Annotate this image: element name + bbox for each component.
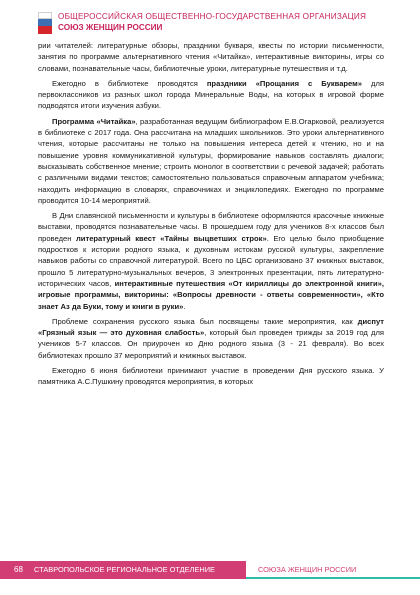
paragraph xyxy=(38,116,384,206)
paragraph xyxy=(38,40,384,74)
organization-name xyxy=(58,12,403,33)
article-body xyxy=(38,40,384,392)
russian-flag-icon xyxy=(38,12,52,34)
text-run: . xyxy=(183,301,186,311)
paragraph xyxy=(38,316,384,361)
bold-text: диспут «Грязный язык — это духовная слабость» xyxy=(38,316,384,338)
paragraph xyxy=(38,210,384,312)
org-name-line2: СОЮЗ ЖЕНЩИН РОССИИ xyxy=(58,23,163,32)
page-footer xyxy=(0,561,420,579)
text-run: , разработанная ведущим библиографом Е.В.Огарковой, реализуется в библиотеке с 2017 года. Она рассчитана на младших школьников. Это уроки альтернативного чтения, которые рассчитаны не только на повышения интереса детей к чтению, но и на повышение уровня коммуникативной культуры, формирование навыков составлять диалоги; высказывать собственное мнение; строить монолог в соответствии с речевой задачей; работать с различными видами текстов; самостоятельно пользоваться справочным аппаратом учебника; находить информацию в словарях, справочниках и энциклопедиях. Ежегодно по программе проводится 10-14 мероприятий. xyxy=(38,116,384,205)
paragraph xyxy=(38,365,384,388)
footer-region-label: СТАВРОПОЛЬСКОЕ РЕГИОНАЛЬНОЕ ОТДЕЛЕНИЕ xyxy=(34,565,215,574)
text-run: Ежегодно 6 июня библиотеки принимают участие в проведении Дня русского языка. У памятника А.С.Пушкину проводятся мероприятия, в которых xyxy=(38,366,384,387)
paragraph xyxy=(38,78,384,112)
text-run: В Дни славянской письменности и культуры в библиотеке оформляются красочные книжные выставки, проводятся познавательные часы. В прошедшем году для учеников 8-х классов был проведен xyxy=(38,211,384,243)
text-run: Ежегодно в библиотеке проводятся xyxy=(52,78,207,88)
page-number: 68 xyxy=(14,565,23,574)
bold-text: литературный квест «Тайны выцветших строк» xyxy=(75,233,267,243)
text-run: . Его целью было приобщение подростков к истории родного языка, к духовным истокам русской культуры, закрепление навыков работы со справочной литературой. Всего по ЦБС организовано 37 книжных выставок, прошло 5 литературно-музыкальных вечеров, 3 электронных презентации, пять литературно-исторических часов, xyxy=(38,233,385,288)
bold-text: интерактивные путешествия «От кириллицы до электронной книги», игровые программы, викторины: «Вопросы древности - ответы современности», «Кто знает Аз да Буки, тому и книги в руки» xyxy=(38,278,384,311)
text-run: , который был проведен трижды за 2019 год для учеников 5-7 классов. Он приурочен ко Дню родного языка (3 - 21 февраля). Во всех библиотеках прошло 37 мероприятий и книжных выставок. xyxy=(38,328,385,360)
org-name-line1: ОБЩЕРОССИЙСКАЯ ОБЩЕСТВЕННО-ГОСУДАРСТВЕННАЯ ОРГАНИЗАЦИЯ xyxy=(58,12,367,21)
bold-text: Программа «Читайка» xyxy=(52,116,136,126)
page-header xyxy=(0,0,420,40)
text-run: Проблеме сохранения русского языка был посвящены такие мероприятия, как xyxy=(52,316,358,326)
bold-text: праздники «Прощания с Букварем» xyxy=(206,78,363,88)
text-run: рии читателей: литературные обзоры, праздники букваря, квесты по истории письменности, занятия по программе альтернативного чтения «Читайка», интерактивные викторины, игры со словами, познавательные часы, библиотечные уроки, литературные путешествия и т.д. xyxy=(38,41,384,73)
text-run: для первоклассников из разных школ города Минеральные Воды, на которых в игровой форме подводятся итоги изучения азбуки. xyxy=(38,78,384,111)
footer-teal-line xyxy=(246,577,420,579)
footer-org-label: СОЮЗА ЖЕНЩИН РОССИИ xyxy=(258,565,357,574)
